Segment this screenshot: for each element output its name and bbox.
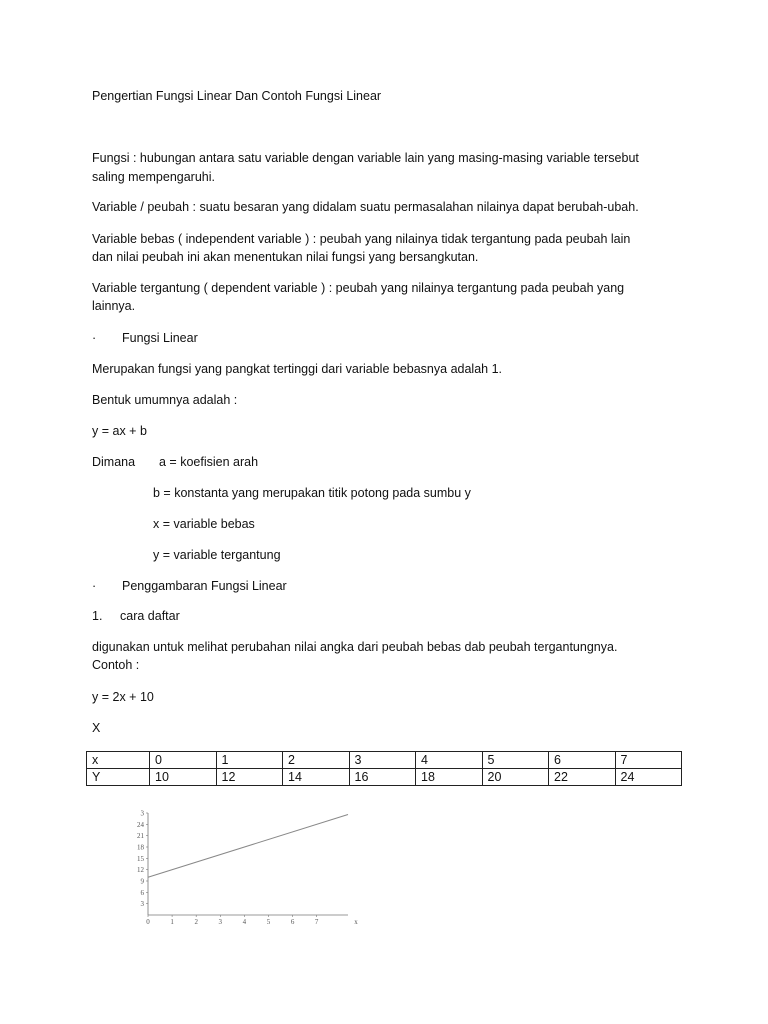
definition-text: Merupakan fungsi yang pangkat tertinggi dari variable bebasnya adalah 1. bbox=[92, 362, 502, 376]
x-tick-label: 7 bbox=[314, 918, 319, 926]
table-cell: x bbox=[87, 752, 150, 769]
x-tick-label: 6 bbox=[290, 918, 295, 926]
series-line bbox=[148, 815, 348, 878]
table-cell: 6 bbox=[549, 752, 616, 769]
bullet-fungsi-linear: · bbox=[92, 331, 97, 345]
paragraph-tergantung-line-2: lainnya. bbox=[92, 299, 136, 313]
value-table bbox=[86, 751, 682, 786]
formula-general: y = ax + b bbox=[92, 424, 147, 438]
example-formula: y = 2x + 10 bbox=[92, 690, 154, 704]
page-title: Pengertian Fungsi Linear Dan Contoh Fungsi Linear bbox=[92, 89, 382, 103]
heading-penggambaran: Penggambaran Fungsi Linear bbox=[122, 579, 287, 593]
table-cell: 5 bbox=[482, 752, 549, 769]
table-row bbox=[87, 769, 682, 786]
x-tick-label: 4 bbox=[242, 918, 247, 926]
y-tick-label: 21 bbox=[137, 832, 144, 841]
paragraph-bebas-line-1: Variable bebas ( independent variable ) : peubah yang nilainya tidak tergantung pada peubah lain bbox=[92, 232, 631, 246]
bullet-penggambaran: · bbox=[92, 579, 97, 593]
y-tick-label: 15 bbox=[137, 854, 144, 863]
paragraph-variable: Variable / peubah : suatu besaran yang didalam suatu permasalahan nilainya dapat berubah-ubah. bbox=[92, 200, 639, 214]
table-cell: 24 bbox=[615, 769, 682, 786]
list-item-label: cara daftar bbox=[120, 609, 180, 623]
table-cell: 0 bbox=[150, 752, 217, 769]
table-cell: 16 bbox=[349, 769, 416, 786]
a-definition: a = koefisien arah bbox=[159, 455, 259, 469]
x-axis-label: x bbox=[354, 918, 358, 926]
table-cell: 22 bbox=[549, 769, 616, 786]
b-definition: b = konstanta yang merupakan titik potong pada sumbu y bbox=[153, 486, 471, 500]
table-cell: 12 bbox=[216, 769, 283, 786]
table-cell: 2 bbox=[283, 752, 350, 769]
dimana-label: Dimana bbox=[92, 455, 136, 469]
paragraph-fungsi-line-2: saling mempengaruhi. bbox=[92, 170, 215, 184]
y-tick-label: 18 bbox=[137, 843, 144, 852]
y-tick-label: 6 bbox=[140, 888, 144, 897]
y-definition: y = variable tergantung bbox=[153, 548, 281, 562]
y-tick-label: 9 bbox=[140, 877, 144, 886]
x-tick-label: 2 bbox=[194, 918, 198, 926]
paragraph-tergantung-line-1: Variable tergantung ( dependent variable ) : peubah yang nilainya tergantung pada peubah yang bbox=[92, 281, 625, 295]
description-line-2: Contoh : bbox=[92, 658, 140, 672]
x-definition: x = variable bebas bbox=[153, 517, 255, 531]
x-tick-label: 3 bbox=[218, 918, 223, 926]
list-item-number: 1. bbox=[92, 609, 103, 623]
table-cell: Y bbox=[87, 769, 150, 786]
y-tick-label: 3 bbox=[140, 900, 144, 909]
table-cell: 1 bbox=[216, 752, 283, 769]
table-cell: 20 bbox=[482, 769, 549, 786]
x-tick-label: 1 bbox=[170, 918, 174, 926]
x-tick-label: 5 bbox=[266, 918, 271, 926]
y-tick-label: 3 bbox=[140, 809, 144, 818]
description-line-1: digunakan untuk melihat perubahan nilai angka dari peubah bebas dab peubah tergantungnya. bbox=[92, 640, 618, 654]
table-row bbox=[87, 752, 682, 769]
y-tick-label: 24 bbox=[137, 820, 144, 829]
table-cell: 10 bbox=[150, 769, 217, 786]
bentuk-text: Bentuk umumnya adalah : bbox=[92, 393, 238, 407]
x-tick-label: 0 bbox=[146, 918, 150, 926]
table-cell: 3 bbox=[349, 752, 416, 769]
paragraph-bebas-line-2: dan nilai peubah ini akan menentukan nilai fungsi yang bersangkutan. bbox=[92, 250, 479, 264]
y-tick-label: 12 bbox=[137, 866, 144, 875]
linear-function-graph bbox=[120, 805, 370, 930]
paragraph-fungsi-line-1: Fungsi : hubungan antara satu variable dengan variable lain yang masing-masing variable tersebut bbox=[92, 151, 639, 165]
x-label: X bbox=[92, 721, 101, 735]
table-cell: 7 bbox=[615, 752, 682, 769]
table-cell: 14 bbox=[283, 769, 350, 786]
table-cell: 18 bbox=[416, 769, 483, 786]
heading-fungsi-linear: Fungsi Linear bbox=[122, 331, 198, 345]
table-cell: 4 bbox=[416, 752, 483, 769]
